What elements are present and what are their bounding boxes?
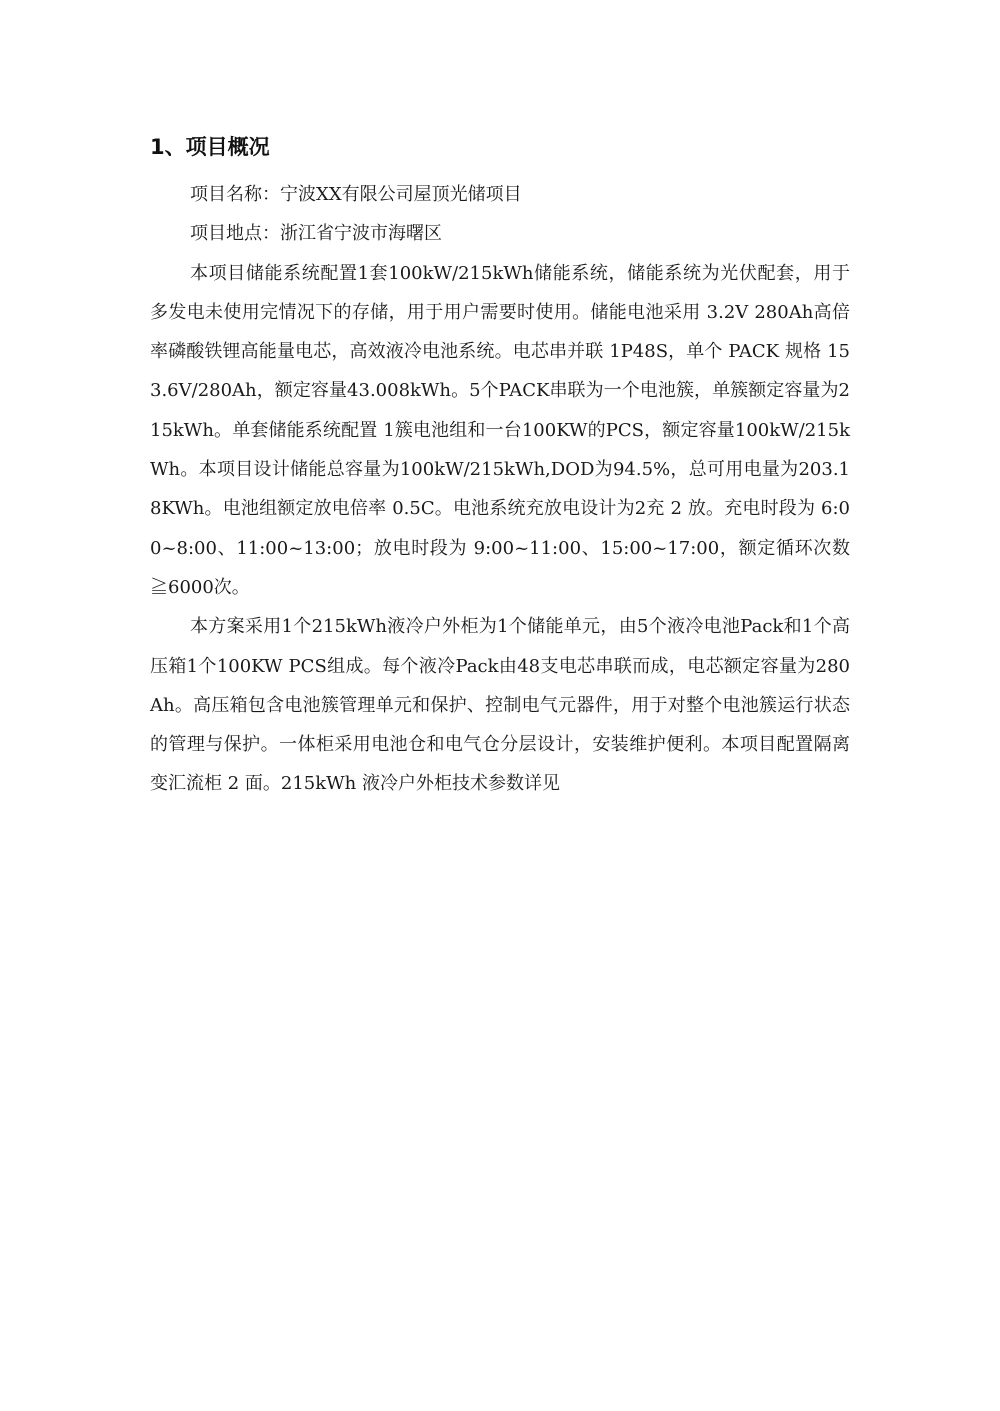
section-heading: 1、项目概况 bbox=[150, 135, 270, 159]
overview-body bbox=[150, 175, 850, 804]
project-name-line: 项目名称：宁波XX有限公司屋顶光储项目 bbox=[190, 184, 522, 205]
scheme-description-paragraph: 本方案采用1个215kWh液冷户外柜为1个储能单元，由5个液冷电池Pack和1个高压箱1个100KW PCS组成。每个液冷Pack由48支电芯串联而成，电芯额定容量为280Ah。高压箱包含电池簇管理单元和保护、控制电气元器件，用于对整个电池簇运行状态的管理与保护。一体柜采用电池仓和电气仓分层设计，安装维护便利。本项目配置隔离变汇流柜 2 面。215kWh 液冷户外柜技术参数详见 bbox=[150, 616, 850, 795]
project-location-line: 项目地点：浙江省宁波市海曙区 bbox=[190, 223, 442, 245]
system-description-paragraph: 本项目储能系统配置1套100kW/215kWh储能系统，储能系统为光伏配套，用于多发电未使用完情况下的存储，用于用户需要时使用。储能电池采用 3.2V 280Ah高倍率磷酸铁锂高能量电芯，高效液冷电池系统。电芯串并联 1P48S，单个 PACK 规格 153.6V/280Ah，额定容量43.008kWh。5个PACK串联为一个电池簇，单簇额定容量为215kWh。单套储能系统配置 1簇电池组和一台100KW的PCS，额定容量100kW/215kWh。本项目设计储能总容量为100kW/215kWh,DOD为94.5%，总可用电量为203.18KWh。电池组额定放电倍率 0.5C。电池系统充放电设计为2充 2 放。充电时段为 6:00~8:00、11:00~13:00；放电时段为 9:00~11:00、15:00~17:00，额定循环次数≧6000次。 bbox=[150, 262, 850, 598]
